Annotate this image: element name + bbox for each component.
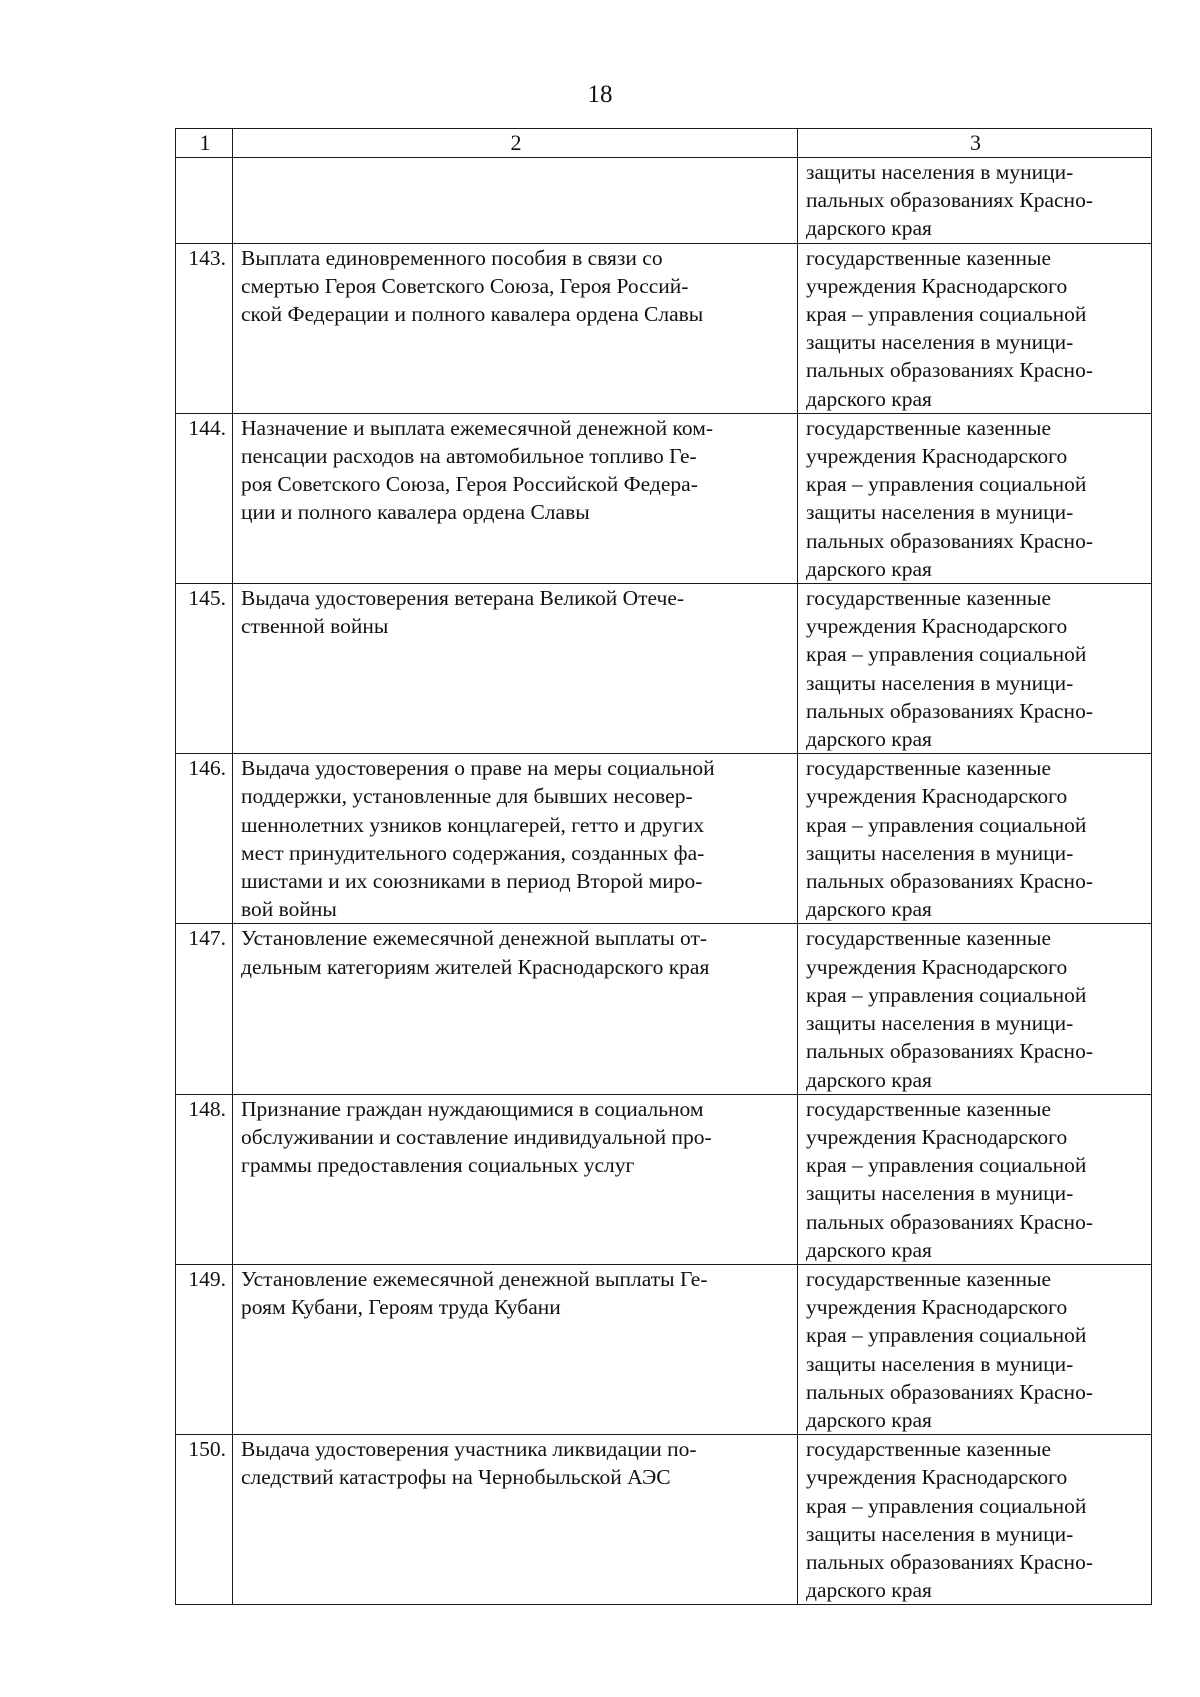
service-name-line: следствий катастрофы на Чернобыльской АЭС xyxy=(241,1465,671,1490)
row-number-cell: 147. xyxy=(176,924,233,1094)
service-name-cell xyxy=(233,413,798,583)
organization-line: края – управления социальной xyxy=(806,1493,1087,1518)
table-row xyxy=(176,584,1152,754)
organization-line: защиты населения в муници- xyxy=(806,840,1074,865)
organization-line: пальных образованиях Красно- xyxy=(806,528,1093,553)
service-name-line: дельным категориям жителей Краснодарского края xyxy=(241,954,710,979)
service-name-line: Выдача удостоверения о праве на меры социальной xyxy=(241,756,715,781)
service-name-line: Выдача удостоверения участника ликвидации по- xyxy=(241,1437,697,1462)
organization-line: защиты населения в муници- xyxy=(806,1521,1074,1546)
organization-cell xyxy=(798,1264,1152,1434)
organization-line: края – управления социальной xyxy=(806,982,1087,1007)
organization-line: государственные казенные xyxy=(806,1096,1052,1121)
service-name-line: граммы предоставления социальных услуг xyxy=(241,1153,635,1178)
service-name-line: смертью Героя Советского Союза, Героя Россий- xyxy=(241,273,689,298)
organization-line: пальных образованиях Красно- xyxy=(806,698,1093,723)
service-name-line: поддержки, установленные для бывших несовер- xyxy=(241,784,693,809)
organization-line: защиты населения в муници- xyxy=(806,500,1074,525)
column-header-number: 1 xyxy=(176,129,233,158)
organization-line: государственные казенные xyxy=(806,1266,1052,1291)
row-number-cell: 148. xyxy=(176,1094,233,1264)
organization-line: учреждения Краснодарского xyxy=(806,1465,1068,1490)
organization-line: защиты населения в муници- xyxy=(806,1011,1074,1036)
organization-line: дарского края xyxy=(806,216,932,241)
table-row xyxy=(176,754,1152,924)
service-name-line: Установление ежемесячной денежной выплаты Ге- xyxy=(241,1266,708,1291)
row-number-cell: 146. xyxy=(176,754,233,924)
service-name-line: роя Советского Союза, Героя Российской Федера- xyxy=(241,472,698,497)
organization-line: учреждения Краснодарского xyxy=(806,784,1068,809)
organization-line: дарского края xyxy=(806,1067,932,1092)
organization-line: пальных образованиях Красно- xyxy=(806,1379,1093,1404)
row-number-cell: 144. xyxy=(176,413,233,583)
organization-line: государственные казенные xyxy=(806,415,1052,440)
column-header-service: 2 xyxy=(233,129,798,158)
service-name-line: Установление ежемесячной денежной выплаты от- xyxy=(241,926,708,951)
organization-line: учреждения Краснодарского xyxy=(806,1295,1068,1320)
service-name-cell xyxy=(233,924,798,1094)
row-number-cell: 149. xyxy=(176,1264,233,1434)
row-number-cell: 150. xyxy=(176,1435,233,1605)
organization-line: дарского края xyxy=(806,386,932,411)
organization-cell xyxy=(798,1094,1152,1264)
service-name-line: вой войны xyxy=(241,897,337,922)
services-table xyxy=(175,128,1152,1605)
service-name-line: роям Кубани, Героям труда Кубани xyxy=(241,1295,561,1320)
service-name-line: ской Федерации и полного кавалера ордена Славы xyxy=(241,302,704,327)
service-name-cell xyxy=(233,1264,798,1434)
organization-line: защиты населения в муници- xyxy=(806,1181,1074,1206)
organization-line: пальных образованиях Красно- xyxy=(806,188,1093,213)
service-name-line: шистами и их союзниками в период Второй миро- xyxy=(241,869,703,894)
service-name-cell xyxy=(233,584,798,754)
service-name-cell xyxy=(233,1094,798,1264)
service-name-cell xyxy=(233,243,798,413)
organization-line: дарского края xyxy=(806,727,932,752)
organization-line: края – управления социальной xyxy=(806,642,1087,667)
table-row xyxy=(176,1264,1152,1434)
organization-line: края – управления социальной xyxy=(806,812,1087,837)
organization-cell xyxy=(798,243,1152,413)
organization-line: государственные казенные xyxy=(806,926,1052,951)
service-name-cell xyxy=(233,754,798,924)
service-name-line: Назначение и выплата ежемесячной денежной ком- xyxy=(241,415,714,440)
service-name-line: Признание граждан нуждающимися в социальном xyxy=(241,1096,704,1121)
service-name-line: обслуживании и составление индивидуальной про- xyxy=(241,1124,712,1149)
organization-line: учреждения Краснодарского xyxy=(806,273,1068,298)
page-number: 18 xyxy=(587,81,613,108)
organization-line: защиты населения в муници- xyxy=(806,330,1074,355)
organization-line: пальных образованиях Красно- xyxy=(806,358,1093,383)
continuation-service-cell xyxy=(233,158,798,244)
organization-line: учреждения Краснодарского xyxy=(806,444,1068,469)
organization-cell xyxy=(798,584,1152,754)
organization-line: учреждения Краснодарского xyxy=(806,954,1068,979)
table-row xyxy=(176,243,1152,413)
organization-line: края – управления социальной xyxy=(806,1323,1087,1348)
organization-line: края – управления социальной xyxy=(806,472,1087,497)
continuation-number-cell xyxy=(176,158,233,244)
service-name-line: шеннолетних узников концлагерей, гетто и других xyxy=(241,812,705,837)
organization-line: учреждения Краснодарского xyxy=(806,1124,1068,1149)
service-name-line: Выдача удостоверения ветерана Великой Отече- xyxy=(241,586,685,611)
organization-cell xyxy=(798,924,1152,1094)
organization-cell xyxy=(798,754,1152,924)
service-name-cell xyxy=(233,1435,798,1605)
table-row xyxy=(176,1094,1152,1264)
service-name-line: Выплата единовременного пособия в связи со xyxy=(241,245,663,270)
continuation-row xyxy=(176,158,1152,244)
table-row xyxy=(176,413,1152,583)
organization-line: пальных образованиях Красно- xyxy=(806,1039,1093,1064)
column-header-organization: 3 xyxy=(798,129,1152,158)
organization-line: края – управления социальной xyxy=(806,302,1087,327)
organization-line: пальных образованиях Красно- xyxy=(806,1549,1093,1574)
organization-line: защиты населения в муници- xyxy=(806,1351,1074,1376)
table-row xyxy=(176,924,1152,1094)
organization-line: государственные казенные xyxy=(806,245,1052,270)
organization-line: защиты населения в муници- xyxy=(806,670,1074,695)
organization-line: пальных образованиях Красно- xyxy=(806,869,1093,894)
organization-cell xyxy=(798,413,1152,583)
service-name-line: ственной войны xyxy=(241,614,389,639)
organization-cell xyxy=(798,1435,1152,1605)
organization-line: дарского края xyxy=(806,897,932,922)
organization-line: дарского края xyxy=(806,1237,932,1262)
organization-line: государственные казенные xyxy=(806,756,1052,781)
organization-line: учреждения Краснодарского xyxy=(806,614,1068,639)
service-name-line: ции и полного кавалера ордена Славы xyxy=(241,500,590,525)
row-number-cell: 145. xyxy=(176,584,233,754)
service-name-line: мест принудительного содержания, созданных фа- xyxy=(241,840,705,865)
organization-line: дарского края xyxy=(806,556,932,581)
organization-line: пальных образованиях Красно- xyxy=(806,1209,1093,1234)
organization-line: защиты населения в муници- xyxy=(806,160,1074,184)
continuation-organization-cell xyxy=(798,158,1152,244)
organization-line: государственные казенные xyxy=(806,1437,1052,1462)
organization-line: государственные казенные xyxy=(806,586,1052,611)
table-header-row xyxy=(176,129,1152,158)
row-number-cell: 143. xyxy=(176,243,233,413)
table-row xyxy=(176,1435,1152,1605)
organization-line: дарского края xyxy=(806,1407,932,1432)
organization-line: дарского края xyxy=(806,1578,932,1603)
service-name-line: пенсации расходов на автомобильное топливо Ге- xyxy=(241,444,697,469)
organization-line: края – управления социальной xyxy=(806,1153,1087,1178)
